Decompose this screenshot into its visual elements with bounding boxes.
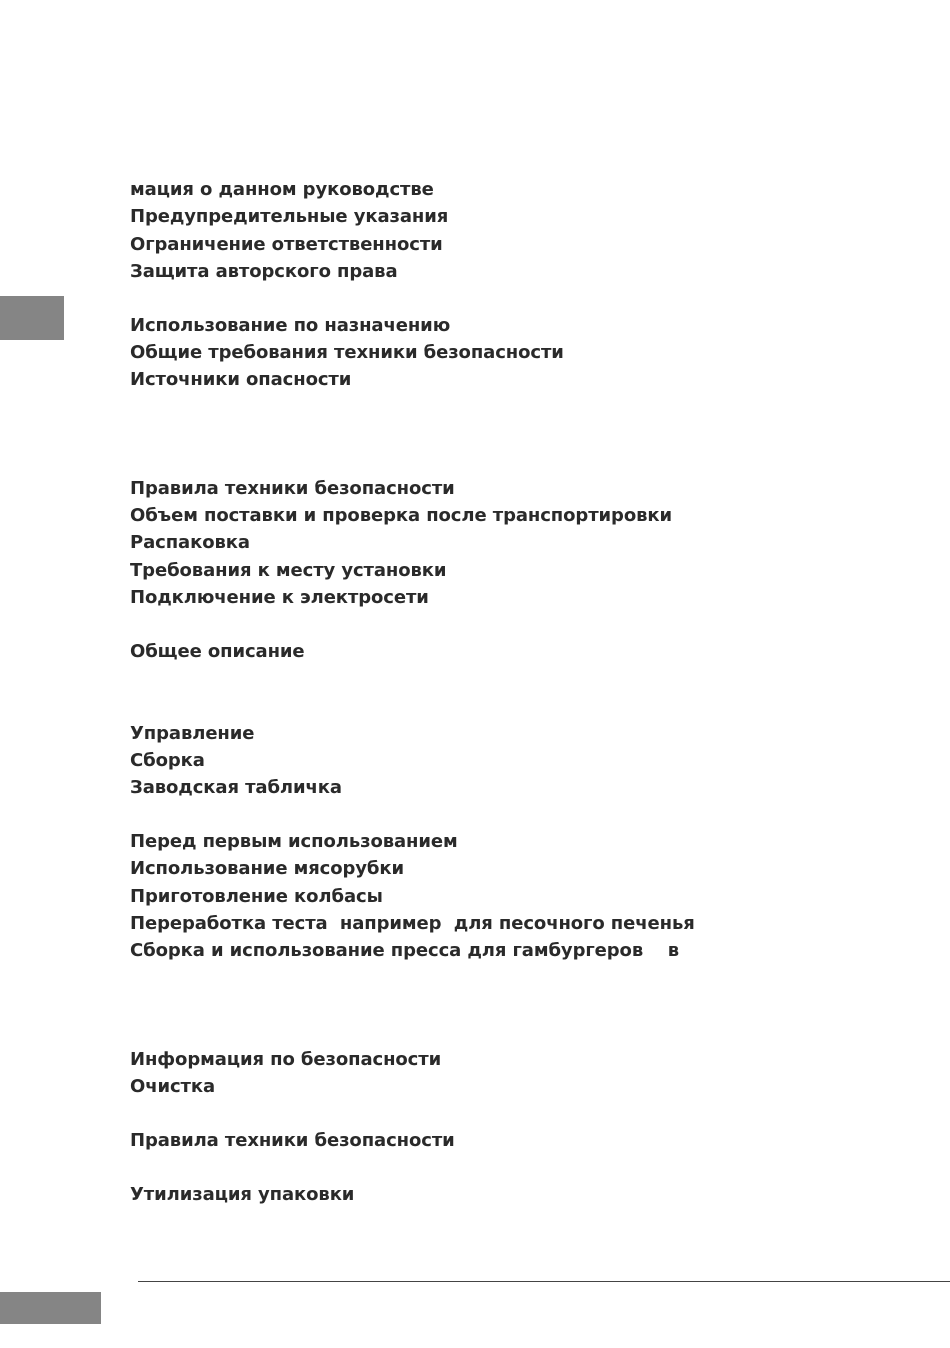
toc-item-meat-grinder-use: Использование мясорубки [130, 858, 405, 879]
toc-item-delivery-check: Объем поставки и проверка после транспортировки [130, 505, 673, 526]
toc-item-hazard-sources: Источники опасности [130, 369, 352, 390]
toc-item-safety-rules-2: Правила техники безопасности [130, 1130, 455, 1151]
toc-item-operation: Управление [130, 723, 255, 744]
toc-item-burger-press: Сборка и использование пресса для гамбургеров в [130, 940, 680, 961]
toc-item-rating-plate: Заводская табличка [130, 777, 342, 798]
footer-divider [138, 1281, 950, 1282]
toc-item-power-connection: Подключение к электросети [130, 587, 429, 608]
toc-item-dough: Переработка теста например для песочного печенья [130, 913, 695, 934]
toc-item-before-first-use: Перед первым использованием [130, 831, 458, 852]
toc-item-general-description: Общее описание [130, 641, 305, 662]
toc-item-manual-info: мация о данном руководстве [130, 179, 434, 200]
toc-item-intended-use: Использование по назначению [130, 315, 451, 336]
chapter-tab-marker [0, 296, 64, 340]
toc-item-cleaning: Очистка [130, 1076, 216, 1097]
toc-item-packaging-disposal: Утилизация упаковки [130, 1184, 355, 1205]
toc-item-warnings: Предупредительные указания [130, 206, 449, 227]
toc-item-installation-site: Требования к месту установки [130, 560, 447, 581]
toc-item-general-safety: Общие требования техники безопасности [130, 342, 564, 363]
toc-item-sausage: Приготовление колбасы [130, 886, 383, 907]
toc-item-safety-rules: Правила техники безопасности [130, 478, 455, 499]
page-number-tab [0, 1292, 101, 1324]
toc-item-safety-info: Информация по безопасности [130, 1049, 442, 1070]
toc-item-unpacking: Распаковка [130, 532, 250, 553]
toc-item-assembly: Сборка [130, 750, 205, 771]
toc-item-liability: Ограничение ответственности [130, 234, 443, 255]
toc-item-copyright: Защита авторского права [130, 261, 398, 282]
